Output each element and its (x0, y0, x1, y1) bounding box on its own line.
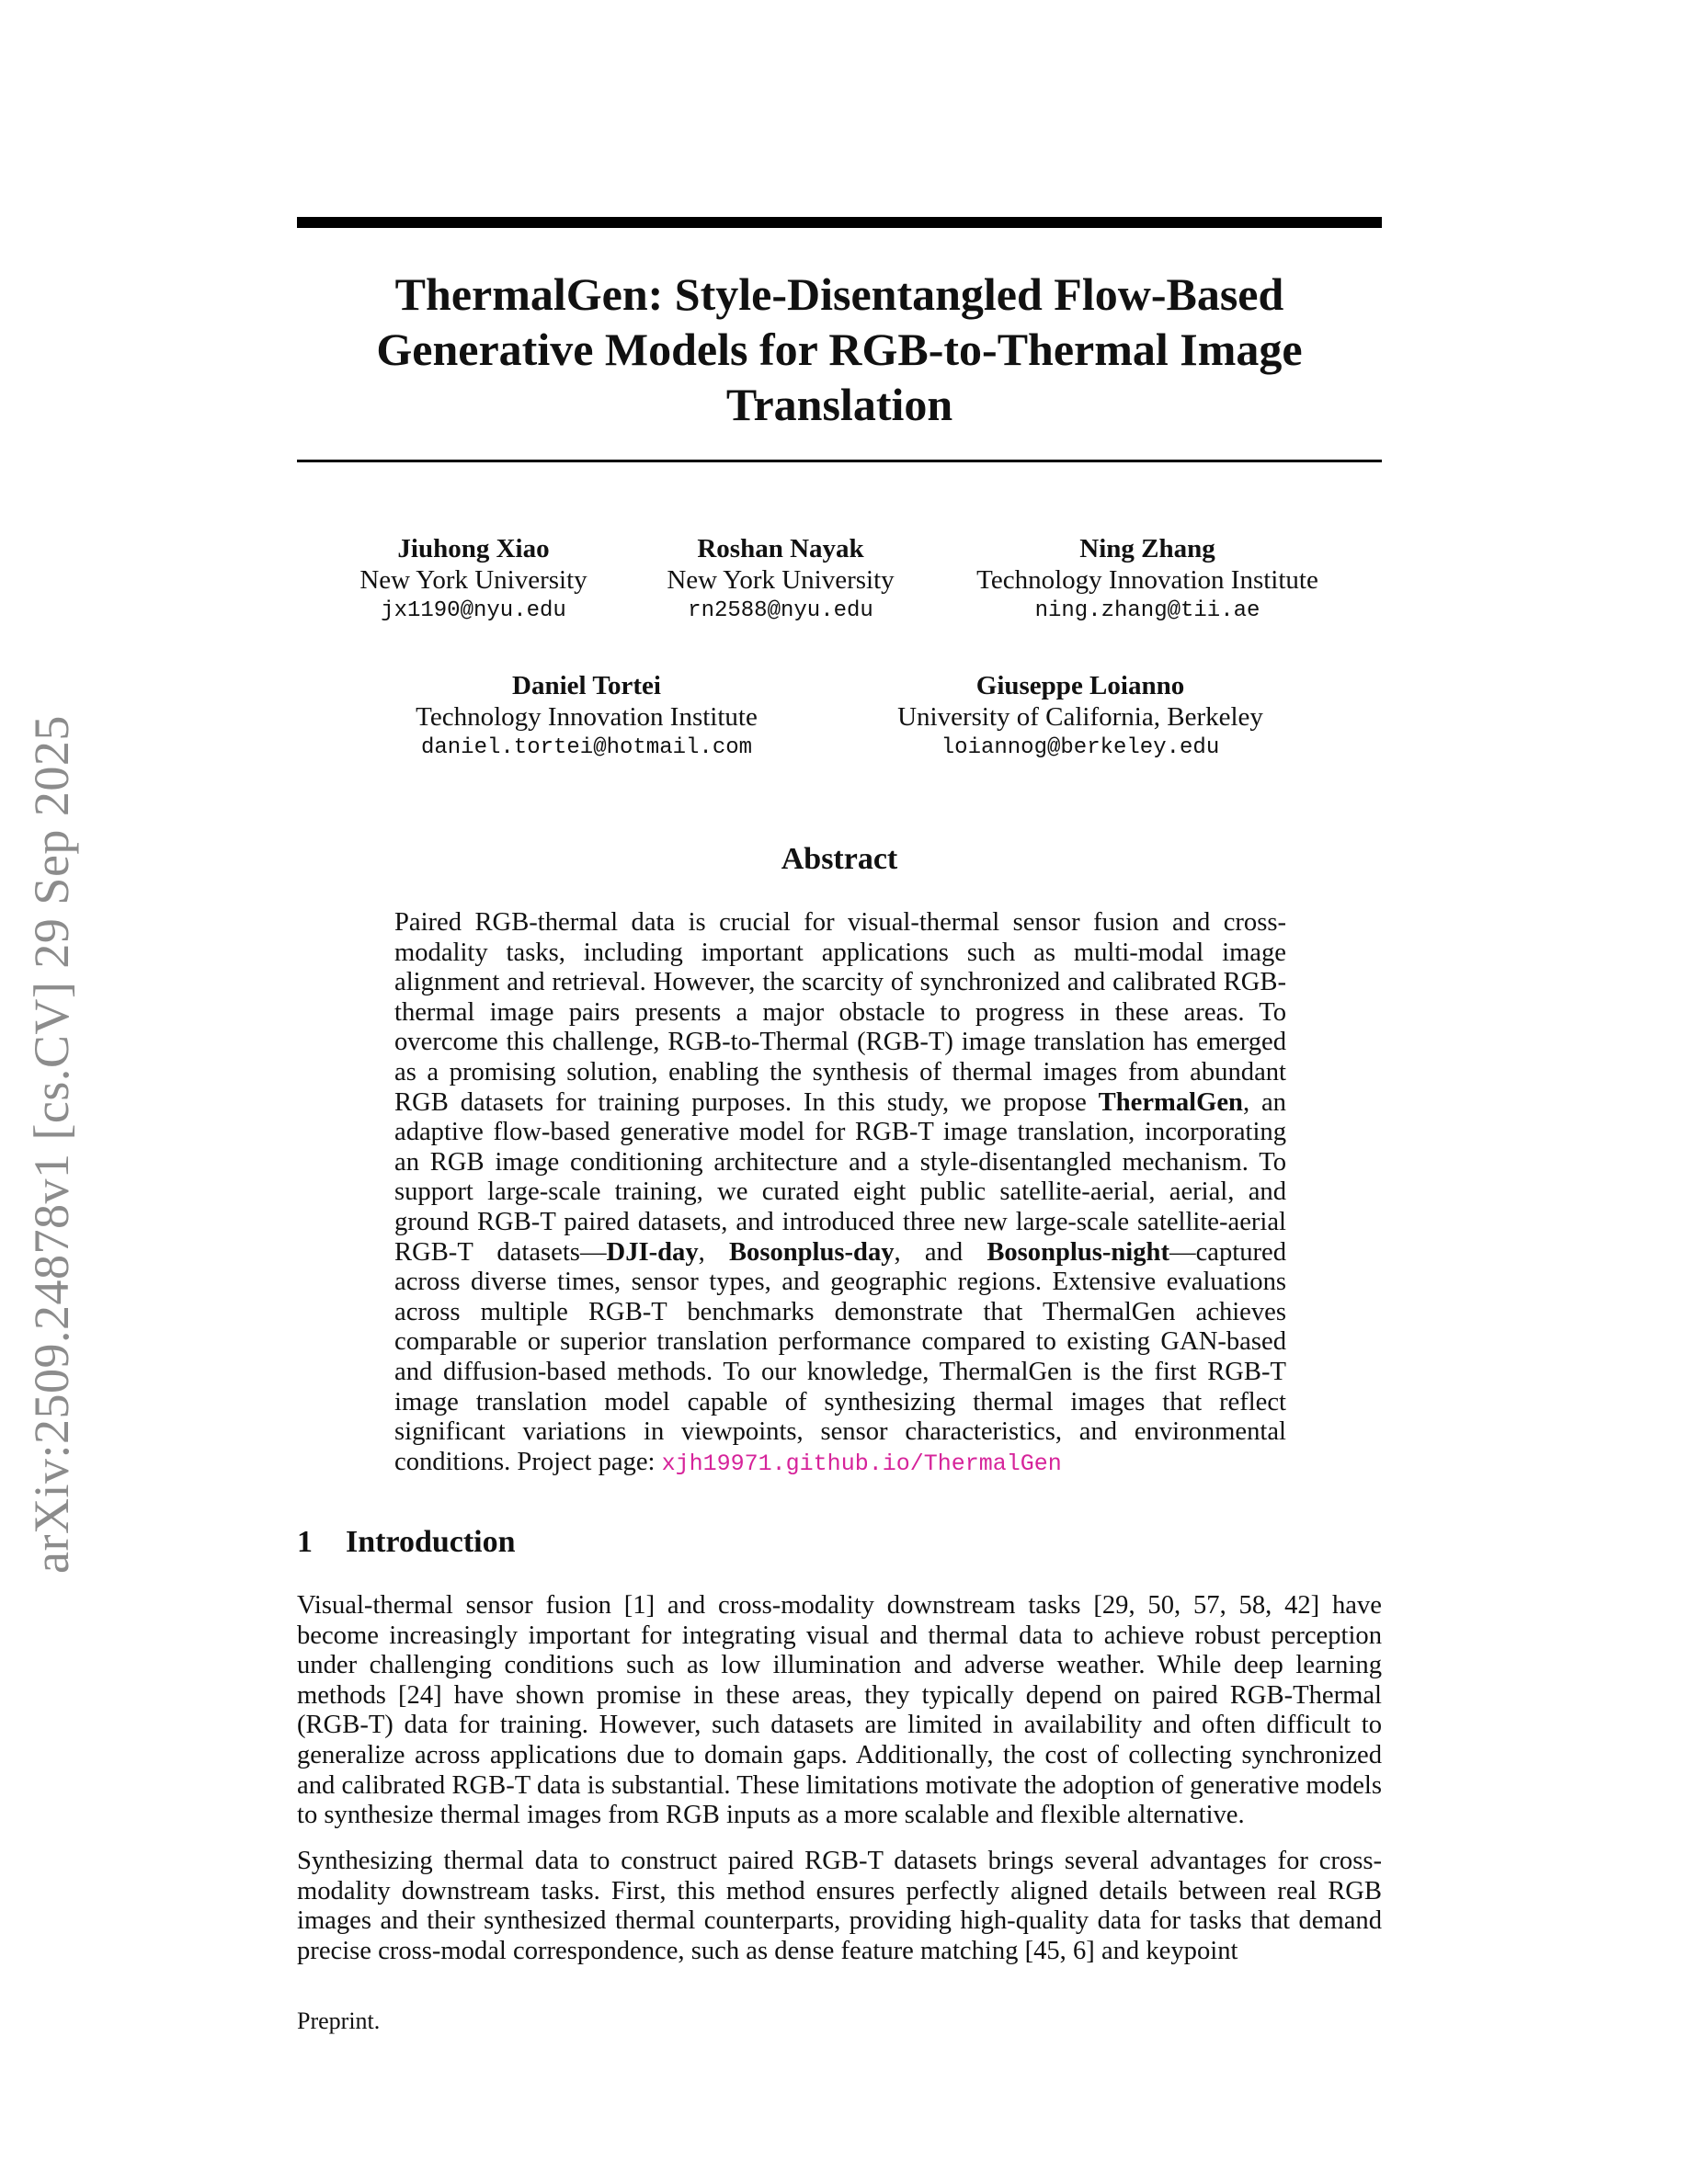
author-affiliation: New York University (667, 565, 895, 595)
author-affiliation: Technology Innovation Institute (976, 565, 1318, 595)
dataset-name-emphasis: Bosonplus-day (728, 1237, 895, 1267)
title-top-rule (297, 217, 1382, 228)
body-paragraph: Synthesizing thermal data to construct paired RGB-T datasets brings several advantages for cross-modality downstream tasks. First, this method ensures perfectly aligned details between real RGB images and their synthesized thermal counterparts, providing high-quality data for tasks that demand precise cross-modal correspondence, such as dense feature matching [45, 6] and keypoint (297, 1847, 1382, 1965)
author-name: Giuseppe Loianno (975, 671, 1185, 700)
author-name: Jiuhong Xiao (397, 534, 550, 563)
abstract-text (394, 908, 1286, 1479)
abstract-text-part: , an adaptive flow-based generative model for RGB-T image translation, incorporating an RGB image conditioning architecture and a style-disentangled mechanism. To support large-scale training, we curated eight public satellite-aerial, aerial, and ground RGB-T paired datasets, and introduced three new large-scale satellite-aerial RGB-T datasets— (394, 1087, 1286, 1267)
author-name: Ning Zhang (1079, 534, 1215, 563)
dataset-name-emphasis: Bosonplus-night (987, 1237, 1169, 1267)
abstract-text-part: Paired RGB-thermal data is crucial for visual-thermal sensor fusion and cross-modality tasks, including important applications such as multi-modal image alignment and retrieval. However, the scarcity of synchronized and calibrated RGB-thermal image pairs presents a major obstacle to progress in these areas. To overcome this challenge, RGB-to-Thermal (RGB-T) image translation has emerged as a promising solution, enabling the synthesis of thermal images from abundant RGB datasets for training purposes. In this study, we propose (394, 908, 1286, 1117)
author-block (945, 533, 1350, 627)
author-affiliation: University of California, Berkeley (897, 702, 1263, 732)
author-email[interactable]: jx1190@nyu.edu (381, 598, 566, 623)
author-email[interactable]: ning.zhang@tii.ae (1034, 598, 1260, 623)
project-page-link[interactable]: xjh19971.github.io/ThermalGen (661, 1450, 1062, 1477)
author-affiliation: New York University (359, 565, 587, 595)
section-title: Introduction (346, 1525, 516, 1559)
section-number: 1 (297, 1525, 313, 1559)
model-name-emphasis: ThermalGen (1098, 1087, 1243, 1117)
author-block (578, 533, 983, 627)
author-email[interactable]: loiannog@berkeley.edu (941, 735, 1220, 760)
body-paragraph: Visual-thermal sensor fusion [1] and cross-modality downstream tasks [29, 50, 57, 58, 42] have become increasingly important for integrating visual and thermal data to achieve robust perception under challenging conditions such as low illumination and adverse weather. While deep learning methods [24] have shown promise in these areas, they typically depend on paired RGB-Thermal (RGB-T) data for training. However, such datasets are limited in availability and often difficult to generalize across applications due to domain gaps. Additionally, the cost of collecting synchronized and calibrated RGB-T data is substantial. These limitations motivate the adoption of generative models to synthesize thermal images from RGB inputs as a more scalable and flexible alternative. (297, 1591, 1382, 1830)
author-affiliation: Technology Innovation Institute (416, 702, 758, 732)
title-bottom-rule (297, 460, 1382, 462)
author-email[interactable]: rn2588@nyu.edu (688, 598, 873, 623)
abstract-text-part: , (698, 1237, 729, 1267)
author-name: Roshan Nayak (697, 534, 864, 563)
abstract-text-part: —captured across diverse times, sensor types, and geographic regions. Extensive evaluations across multiple RGB-T benchmarks demonstrate that ThermalGen achieves comparable or superior translation performance compared to existing GAN-based and diffusion-based methods. To our knowledge, ThermalGen is the first RGB-T image translation model capable of synthesizing thermal images that reflect significant variations in viewpoints, sensor characteristics, and environmental conditions. Project page: (394, 1237, 1287, 1476)
section-heading (297, 1525, 516, 1560)
abstract-text-part: , and (894, 1237, 987, 1267)
author-email[interactable]: daniel.tortei@hotmail.com (420, 735, 753, 760)
preprint-footer: Preprint. (297, 2008, 381, 2034)
arxiv-identifier: arXiv:2509.24878v1 [cs.CV] 29 Sep 2025 (24, 715, 79, 1574)
author-name: Daniel Tortei (512, 671, 661, 700)
paper-title: ThermalGen: Style-Disentangled Flow-Based Generative Models for RGB-to-Thermal Image Translation (376, 268, 1303, 430)
abstract-heading: Abstract (781, 842, 898, 876)
author-block (878, 670, 1283, 764)
author-block (384, 670, 789, 764)
dataset-name-emphasis: DJI-day (606, 1237, 699, 1267)
